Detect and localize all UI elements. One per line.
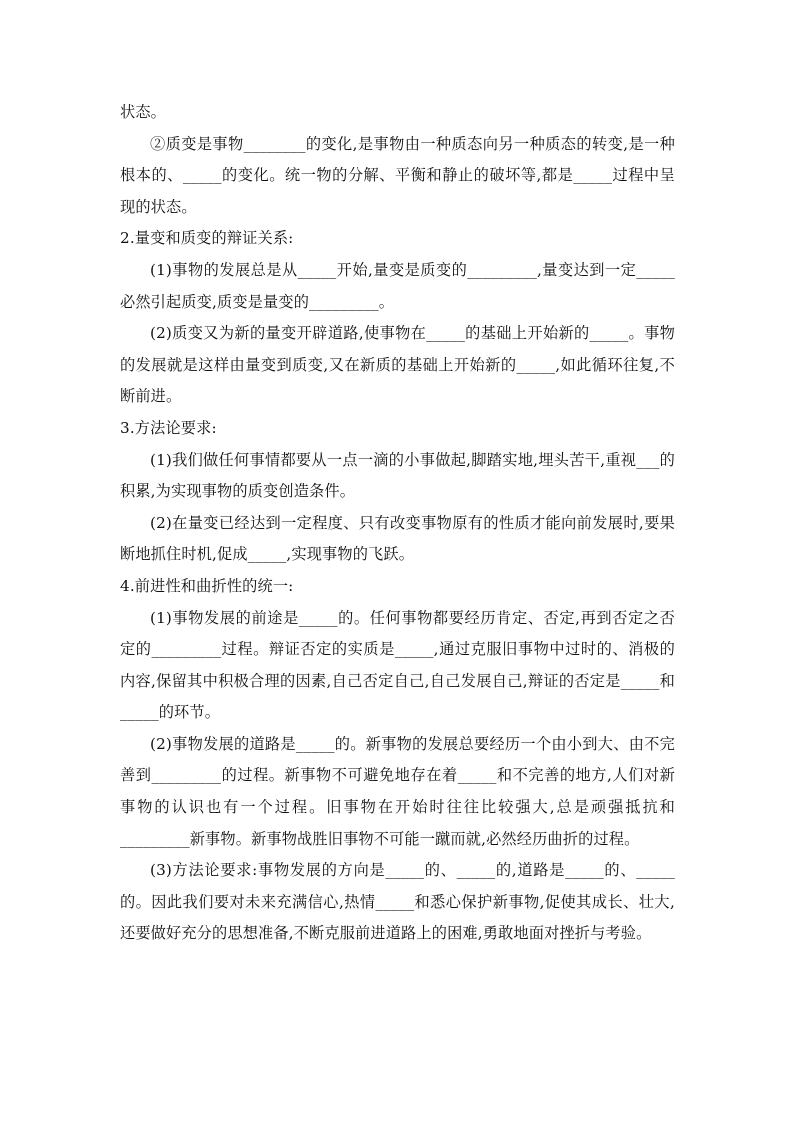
paragraph-state-continuation: 状态。 <box>120 103 167 121</box>
section-heading-progress-and-twists: 4.前进性和曲折性的统一: <box>120 576 294 595</box>
section-heading-methodology: 3.方法论要求: <box>120 418 217 437</box>
paragraph-relation-point-2: (2)质变又为新的量变开辟道路,使事物在_____的基础上开始新的_____。事物的发展就是这样由量变到质变,又在新质的基础上开始新的_____,如此循环往复,不断前进。 <box>120 324 675 406</box>
paragraph-methodology-point-2: (2)在量变已经达到一定程度、只有改变事物原有的性质才能向前发展时,要果断地抓住时机,促成_____,实现事物的飞跃。 <box>120 513 675 564</box>
document-body <box>120 97 675 950</box>
paragraph-progress-point-1: (1)事物发展的前途是_____的。任何事物都要经历肯定、否定,再到否定之否定的_________过程。辩证否定的实质是_____,通过克服旧事物中过时的、消极的内容,保留其中积极合理的因素,自己否定自己,自己发展自己,辩证的否定是_____和_____的环节。 <box>120 608 675 722</box>
paragraph-progress-point-2: (2)事物发展的道路是_____的。新事物的发展总要经历一个由小到大、由不完善到_________的过程。新事物不可避免地存在着_____和不完善的地方,人们对新事物的认识也有一个过程。旧事物在开始时往往比较强大,总是顽强抵抗和_________新事物。新事物战胜旧事物不可能一蹴而就,必然经历曲折的过程。 <box>120 734 675 848</box>
paragraph-relation-point-1: (1)事物的发展总是从_____开始,量变是质变的_________,量变达到一定_____必然引起质变,质变是量变的_________。 <box>120 260 675 311</box>
paragraph-methodology-point-1: (1)我们做任何事情都要从一点一滴的小事做起,脚踏实地,埋头苦干,重视___的积累,为实现事物的质变创造条件。 <box>120 450 675 501</box>
section-heading-dialectical-relation: 2.量变和质变的辩证关系: <box>120 229 294 248</box>
paragraph-qualitative-change: ②质变是事物________的变化,是事物由一种质态向另一种质态的转变,是一种根本的、_____的变化。统一物的分解、平衡和静止的破坏等,都是_____过程中呈现的状态。 <box>120 134 675 216</box>
paragraph-progress-point-3: (3)方法论要求:事物发展的方向是_____的、_____的,道路是_____的、_____的。因此我们要对未来充满信心,热情_____和悉心保护新事物,促使其成长、壮大,还要做好充分的思想准备,不断克服前进道路上的困难,勇敢地面对挫折与考验。 <box>120 861 675 943</box>
